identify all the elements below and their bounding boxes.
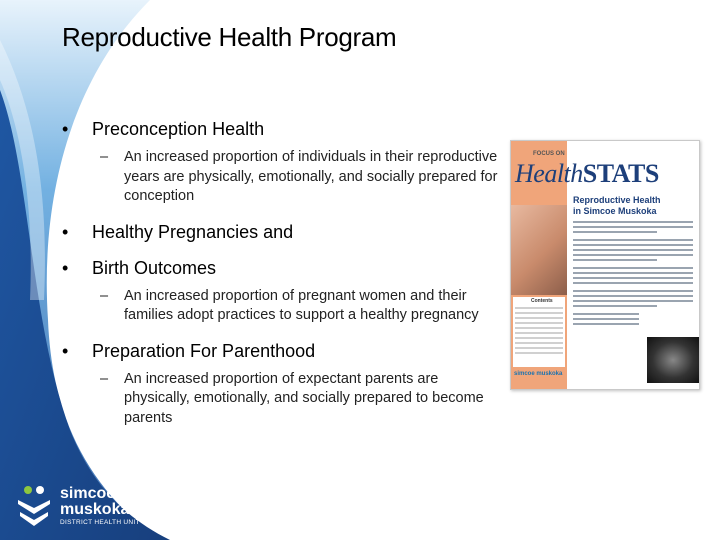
report-heading-line-2: in Simcoe Muskoka [573, 206, 657, 216]
pregnancy-photo [511, 205, 567, 295]
report-cover-image [510, 140, 700, 390]
report-contents-box [513, 297, 565, 367]
dash-glyph: – [100, 149, 109, 165]
report-heading-line-1: Reproductive Health [573, 195, 661, 205]
sub-bullet-item [62, 287, 502, 326]
report-heading [573, 195, 661, 217]
simcoe-muskoka-logo [14, 484, 164, 534]
bullet-item [62, 221, 502, 243]
sub-bullet-text: An increased proportion of expectant parents are physically, emotionally, and socially prepared to become parents [124, 370, 484, 426]
bullet-text: Preparation For Parenthood [92, 340, 316, 361]
logo-figure-icon [14, 484, 54, 534]
sub-bullet-text: An increased proportion of pregnant women and their families adopt practices to support a healthy pregnancy [124, 287, 479, 323]
logo-text-district: DISTRICT HEALTH UNIT [60, 519, 140, 526]
report-brand-health: Health [515, 159, 583, 188]
report-brand-stats: STATS [582, 159, 659, 188]
report-contents-title: Contents [531, 298, 553, 304]
sub-bullet-text: An increased proportion of individuals in their reproductive years are physically, emotionally, and socially prepared for conception [124, 149, 498, 204]
report-body-text [573, 221, 693, 328]
report-focus-label: FOCUS ON [533, 151, 565, 157]
logo-text-muskoka: muskoka [60, 501, 130, 518]
bullet-item [62, 257, 502, 279]
bullet-glyph: • [62, 221, 69, 242]
bullet-glyph: • [62, 119, 69, 139]
sub-bullet-item [62, 148, 502, 207]
bullet-text: Healthy Pregnancies and [92, 221, 294, 242]
bullet-list [62, 118, 502, 428]
logo-text-simcoe: simcoe [60, 485, 116, 502]
dash-glyph: – [100, 370, 109, 387]
bullet-text: Birth Outcomes [92, 257, 217, 278]
dash-glyph: – [100, 287, 109, 304]
sub-bullet-item [62, 370, 502, 429]
bullet-item [62, 340, 502, 362]
report-brand-title [515, 159, 659, 189]
report-footer-brand: simcoe muskoka [514, 371, 563, 377]
ultrasound-image [647, 337, 699, 383]
bullet-glyph: • [62, 257, 69, 278]
bullet-item [62, 118, 502, 140]
bullet-text: Preconception Health [92, 119, 265, 139]
bullet-glyph: • [62, 340, 69, 361]
page-title: Reproductive Health Program [62, 22, 397, 52]
